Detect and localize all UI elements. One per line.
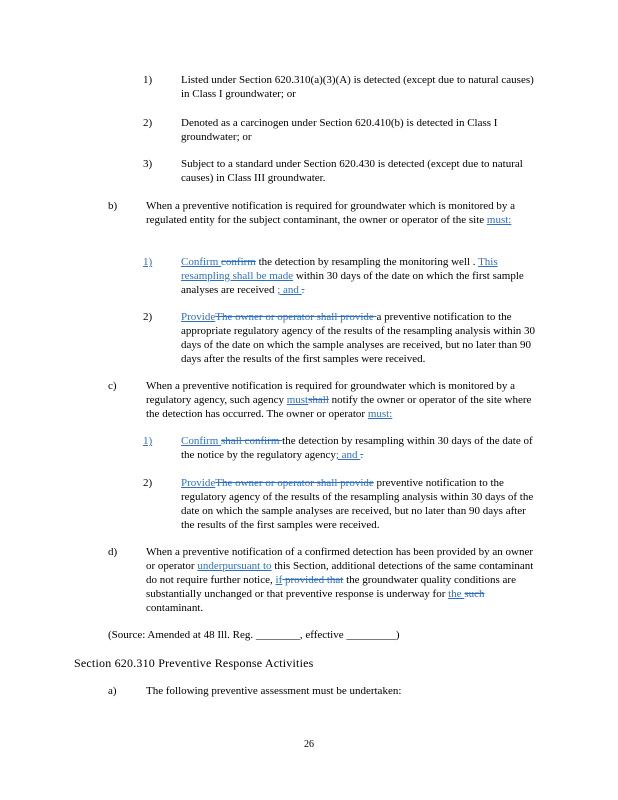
item-label: 1) [143,256,153,268]
page-number: 26 [304,739,314,750]
item-text: Confirm shall confirm the detection by resampling within 30 days of the date of the notice by the regulatory agency; and . [181,435,533,461]
item-text: The following preventive assessment must be undertaken: [146,685,402,697]
item-text: Subject to a standard under Section 620.430 is detected (except due to natural causes) in Class III groundwater. [181,158,523,184]
item-text: ProvideThe owner or operator shall provide a preventive notification to the appropriate regulatory agency of the results of the resampling analysis within 30 days of the date on which the sample analyses are received, but no later than 90 days after the results of the first samples were received. [181,311,536,365]
item-text: When a preventive notification is required for groundwater which is monitored by a regulatory agency, such agency mustshall notify the owner or operator of the site where the detection has occurred. The owner or operator must: [146,380,532,420]
item-text: Listed under Section 620.310(a)(3)(A) is detected (except due to natural causes) in Class I groundwater; or [181,74,534,100]
item-text: Confirm confirm the detection by resampling the monitoring well . This resampling shall be made within 30 days of the date on which the first sample analyses are received ; and . [181,256,524,296]
item-label: 2) [143,311,153,323]
item-label: d) [108,546,118,558]
item-text: When a preventive notification is required for groundwater which is monitored by a regulated entity for the subject contaminant, the owner or operator of the site must: [146,200,515,226]
item-text: Denoted as a carcinogen under Section 620.410(b) is detected in Class I groundwater; or [181,117,498,143]
item-label: 2) [143,117,153,129]
item-label: 1) [143,74,153,86]
inserted-text: must: [486,214,512,226]
item-label: c) [108,380,117,392]
item-label: b) [108,200,118,212]
item-label: 1) [143,435,153,447]
item-label: 2) [143,477,153,489]
section-heading: Section 620.310 Preventive Response Activities [74,656,314,670]
item-label: a) [108,685,117,697]
item-label: 3) [143,158,153,170]
item-text: When a preventive notification of a confirmed detection has been provided by an owner or operator underpursuant to this Section, additional detections of the same contaminant do not require further notice, if provided that the groundwater quality conditions are substantially unchanged or that preventive response is underway for the such contaminant. [146,546,534,614]
source-note: (Source: Amended at 48 Ill. Reg. ________, effective _________) [108,629,400,641]
item-text: ProvideThe owner or operator shall provide preventive notification to the regulatory agency of the results of the resampling analysis within 30 days of the date on which the sample analyses are received, but no later than 90 days after the results of the first samples were received. [181,477,534,531]
